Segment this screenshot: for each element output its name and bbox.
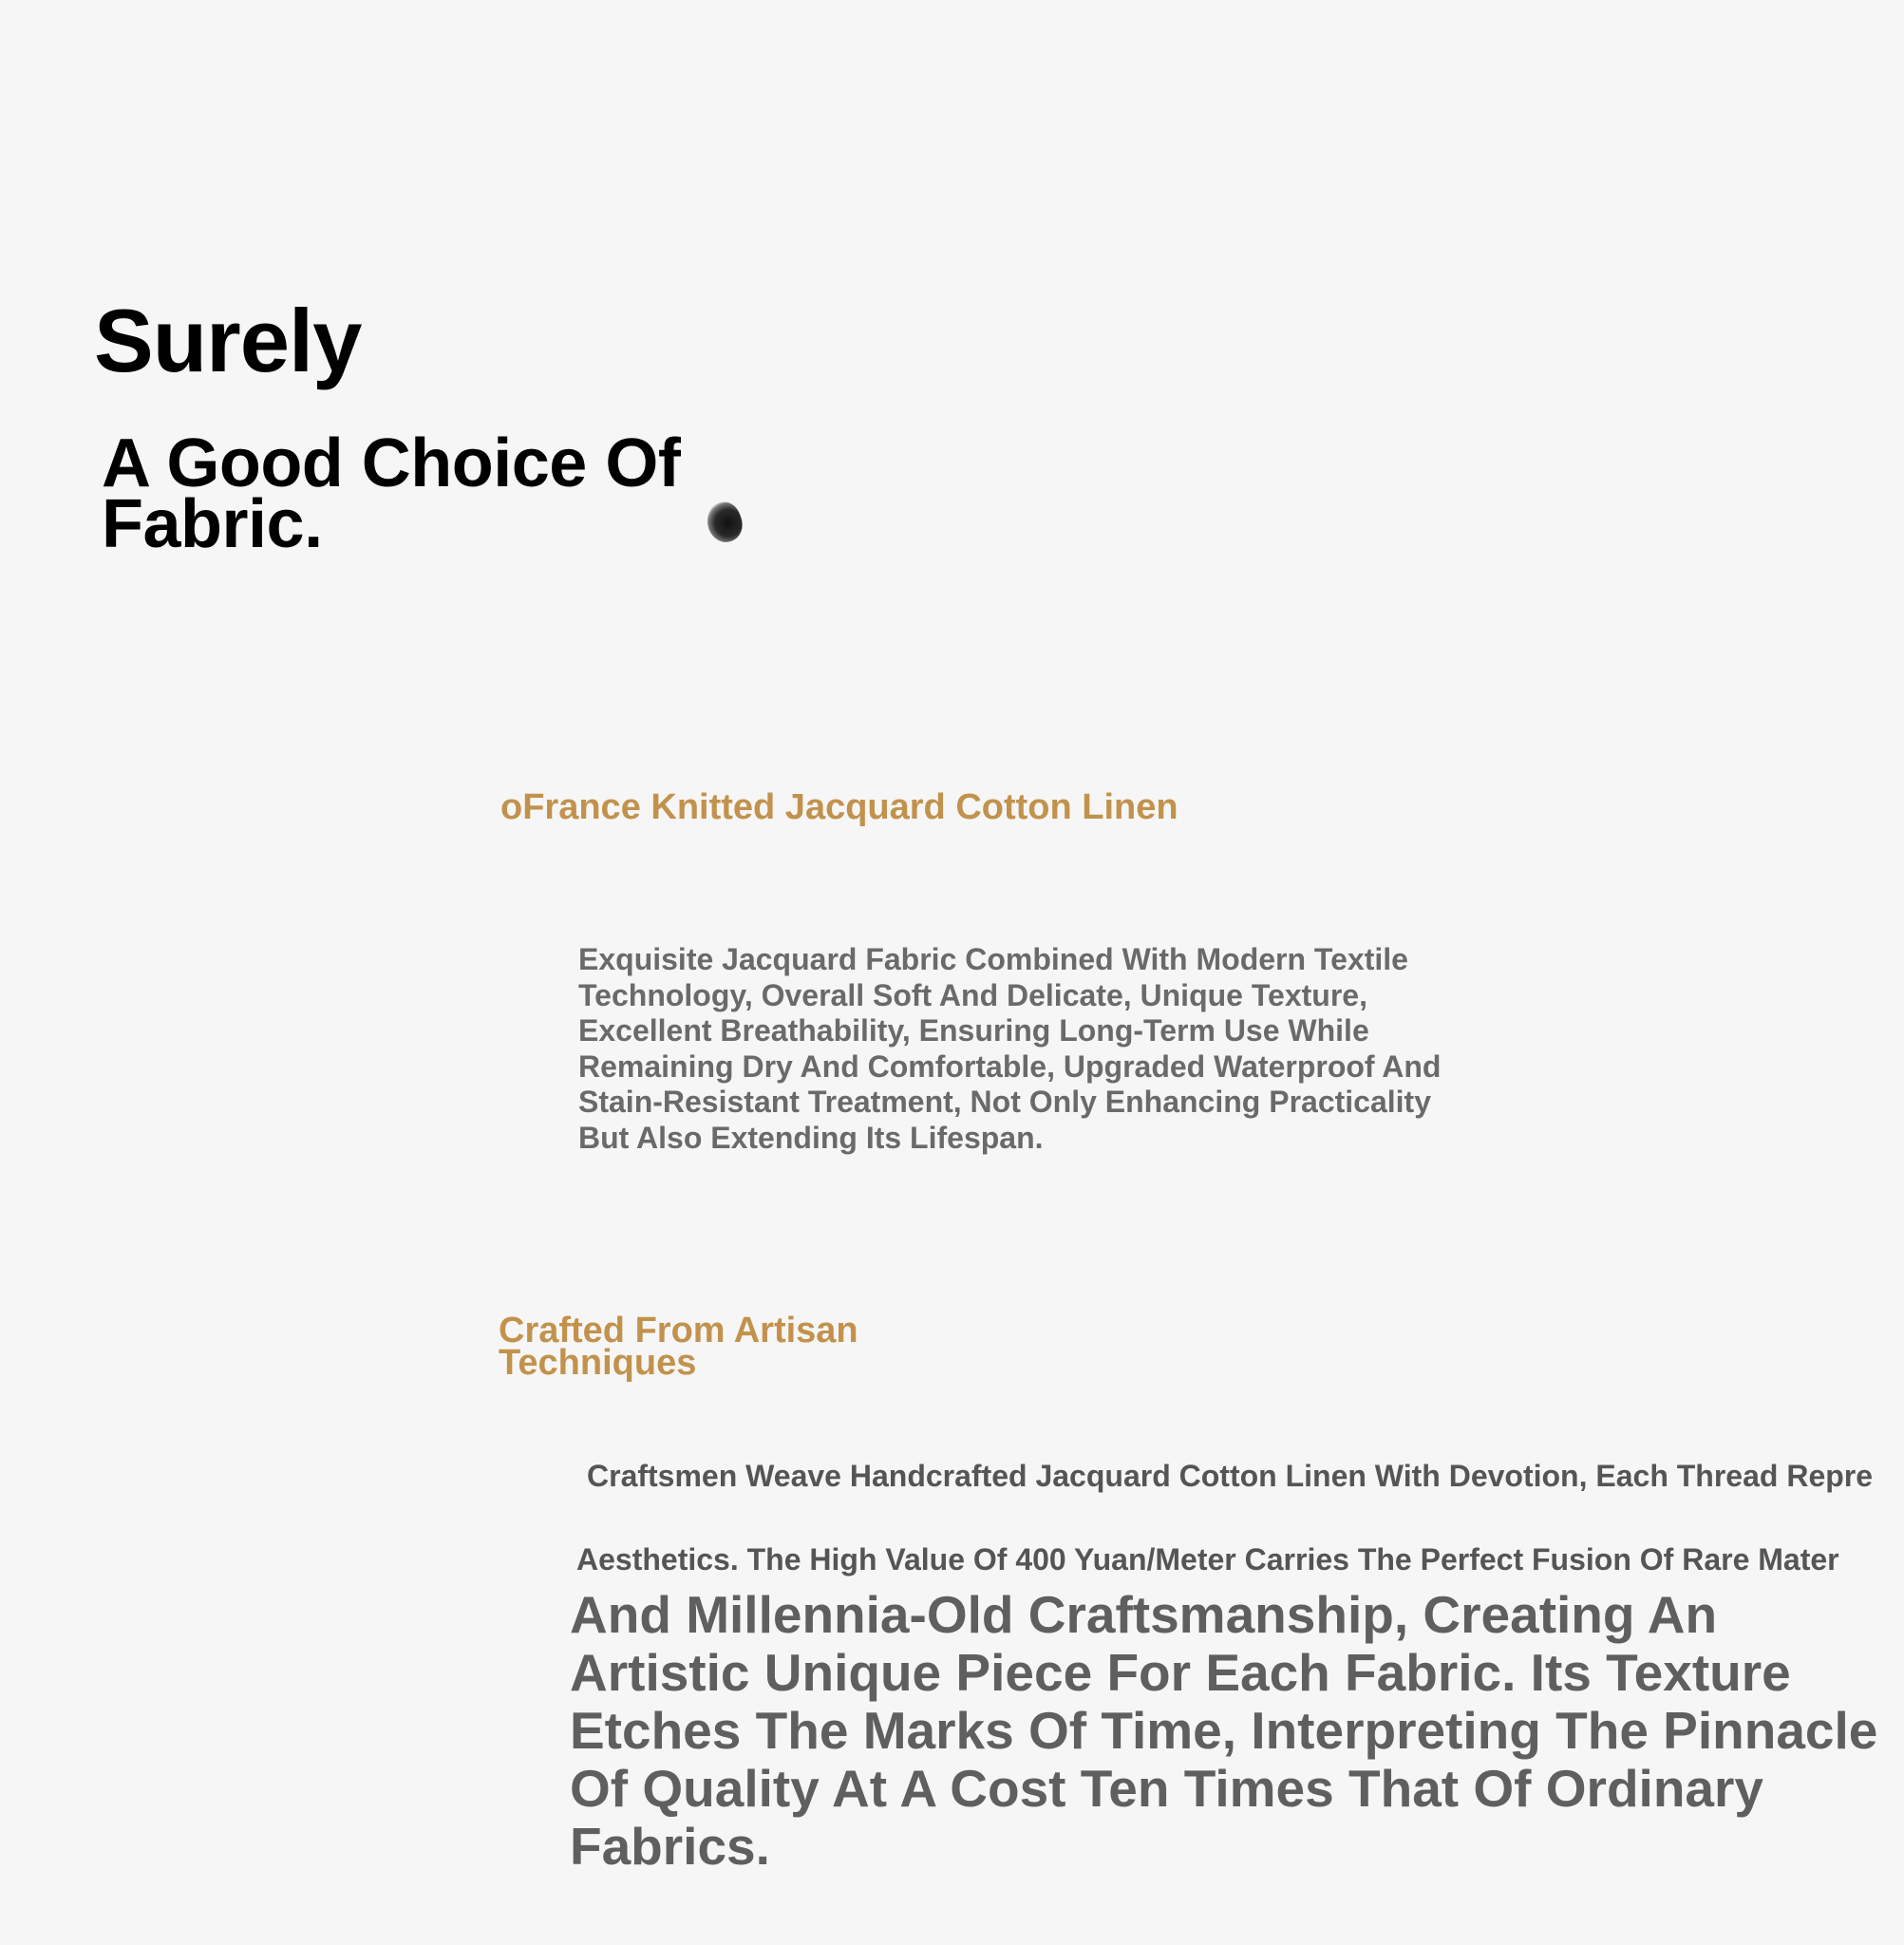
section-1-body: Exquisite Jacquard Fabric Combined With Modern Textile Technology, Overall Soft And Delicate, Unique Texture, Excellent Breathability, Ensuring Long-Term Use While Remaining Dry And Comfortable, Upgraded Waterproof And Stain-Resistant Treatment, Not Only Enhancing Practicality But Also Extending Its Lifespan. xyxy=(578,942,1442,1155)
section-2-title: Crafted From Artisan Techniques xyxy=(499,1311,858,1383)
section-2-body-large: And Millennia-Old Craftsmanship, Creating An Artistic Unique Piece For Each Fabric. Its Texture Etches The Marks Of Time, Interpreting The Pinnacle Of Quality At A Cost Ten Times That Of Ordinary Fabrics. xyxy=(570,1585,1878,1876)
hero-title: Surely xyxy=(94,291,362,390)
section-2-line-1: Craftsmen Weave Handcrafted Jacquard Cotton Linen With Devotion, Each Thread Repre xyxy=(587,1459,1874,1493)
section-1-title: oFrance Knitted Jacquard Cotton Linen xyxy=(500,787,1178,827)
section-2-line-2: Aesthetics. The High Value Of 400 Yuan/Meter Carries The Perfect Fusion Of Rare Mater xyxy=(576,1542,1839,1577)
hero-subtitle: A Good Choice Of Fabric. xyxy=(102,425,681,562)
